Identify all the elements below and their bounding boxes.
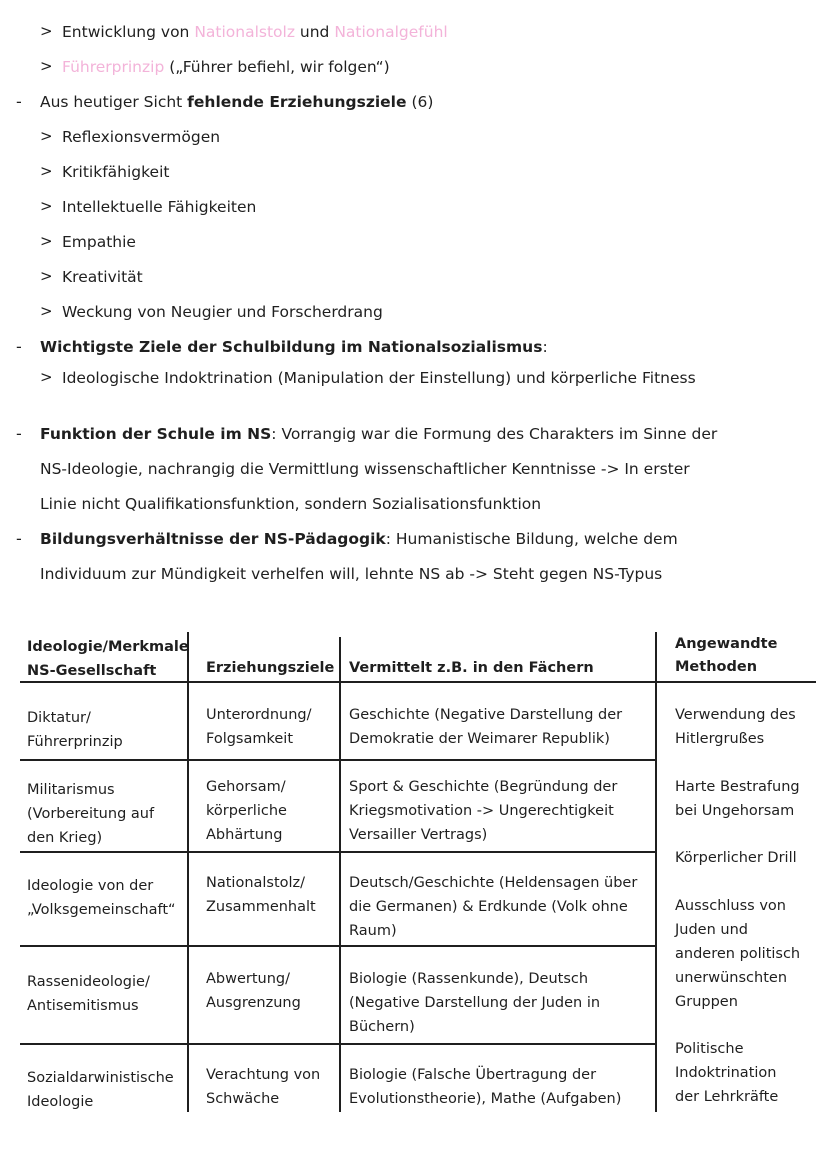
arrow-bullet: > [40, 267, 53, 285]
table-cell: Ideologie [27, 1094, 94, 1110]
header-ns-gesellschaft: NS-Gesellschaft [27, 663, 157, 679]
bullet-fuehrerprinzip: Führerprinzip („Führer befiehl, wir folgen“) [62, 58, 390, 76]
header-methoden: Methoden [675, 659, 758, 675]
table-cell: Demokratie der Weimarer Republik) [349, 731, 610, 747]
method-line: Ausschluss von [675, 898, 786, 914]
dash-bullet: - [16, 92, 22, 111]
table-cell: Nationalstolz/ [206, 875, 306, 891]
table-cell: die Germanen) & Erdkunde (Volk ohne [349, 899, 628, 915]
table-cell: den Krieg) [27, 830, 103, 846]
header-vermittelt: Vermittelt z.B. in den Fächern [349, 660, 594, 676]
method-line: Körperlicher Drill [675, 850, 797, 866]
table-cell: Abhärtung [206, 827, 283, 843]
arrow-bullet: > [40, 302, 53, 320]
table-cell: Sport & Geschichte (Begründung der [349, 779, 618, 795]
table-cell: Biologie (Rassenkunde), Deutsch [349, 971, 589, 987]
paragraph-line: Linie nicht Qualifikationsfunktion, sondern Sozialisationsfunktion [40, 495, 542, 513]
table-row-divider [20, 851, 656, 853]
arrow-bullet: > [40, 127, 53, 145]
arrow-bullet: > [40, 232, 53, 250]
dash-bullet: - [16, 529, 22, 548]
header-ideologie: Ideologie/Merkmale [27, 639, 189, 655]
method-line: bei Ungehorsam [675, 803, 795, 819]
method-line: Indoktrination [675, 1065, 777, 1081]
table-cell: Zusammenhalt [206, 899, 316, 915]
table-cell: Ausgrenzung [206, 995, 301, 1011]
arrow-bullet: > [40, 162, 53, 180]
table-cell: Geschichte (Negative Darstellung der [349, 707, 623, 723]
table-cell: Militarismus [27, 782, 115, 798]
arrow-bullet: > [40, 197, 53, 215]
method-line: Harte Bestrafung [675, 779, 800, 795]
table-cell: körperliche [206, 803, 287, 819]
sub-item: Reflexionsvermögen [62, 128, 221, 146]
sub-item: Empathie [62, 233, 136, 251]
sub-item: Intellektuelle Fähigkeiten [62, 198, 257, 216]
table-cell: Diktatur/ [27, 710, 91, 726]
table-cell: Unterordnung/ [206, 707, 312, 723]
bullet-wichtigste-ziele: Wichtigste Ziele der Schulbildung im Nationalsozialismus: [40, 338, 548, 356]
table-cell: Führerprinzip [27, 734, 123, 750]
table-cell: Abwertung/ [206, 971, 291, 987]
header-angewandte: Angewandte [675, 636, 778, 652]
table-cell: Schwäche [206, 1091, 280, 1107]
method-line: Politische [675, 1041, 744, 1057]
table-row-divider [20, 1043, 656, 1045]
method-line: Verwendung des [675, 707, 796, 723]
paragraph-line: Individuum zur Mündigkeit verhelfen will, lehnte NS ab -> Steht gegen NS-Typus [40, 565, 663, 583]
table-cell: „Volksgemeinschaft“ [27, 902, 176, 918]
table-cell: Verachtung von [206, 1067, 321, 1083]
table-cell: Sozialdarwinistische [27, 1070, 174, 1086]
table-column-divider [187, 632, 189, 1112]
table-cell: Folgsamkeit [206, 731, 294, 747]
table-cell: Raum) [349, 923, 397, 939]
sub-item: Ideologische Indoktrination (Manipulation der Einstellung) und körperliche Fitness [62, 369, 696, 387]
table-cell: Deutsch/Geschichte (Heldensagen über [349, 875, 638, 891]
bullet-nationalstolz: Entwicklung von Nationalstolz und Nationalgefühl [62, 23, 448, 41]
header-erziehungsziele: Erziehungsziele [206, 660, 335, 676]
method-line: Hitlergrußes [675, 731, 765, 747]
table-column-divider [655, 632, 657, 1112]
table-cell: (Negative Darstellung der Juden in [349, 995, 601, 1011]
method-line: anderen politisch [675, 946, 801, 962]
sub-item: Kritikfähigkeit [62, 163, 170, 181]
table-cell: Evolutionstheorie), Mathe (Aufgaben) [349, 1091, 622, 1107]
table-cell: Biologie (Falsche Übertragung der [349, 1067, 597, 1083]
table-cell: Rassenideologie/ [27, 974, 150, 990]
table-row-divider [20, 945, 656, 947]
table-cell: Kriegsmotivation -> Ungerechtigkeit [349, 803, 614, 819]
sub-item: Kreativität [62, 268, 143, 286]
bullet-fehlende-ziele: Aus heutiger Sicht fehlende Erziehungsziele (6) [40, 93, 434, 111]
dash-bullet: - [16, 337, 22, 356]
dash-bullet: - [16, 424, 22, 443]
table-cell: Gehorsam/ [206, 779, 286, 795]
sub-item: Weckung von Neugier und Forscherdrang [62, 303, 383, 321]
table-cell: Ideologie von der [27, 878, 154, 894]
method-line: der Lehrkräfte [675, 1089, 779, 1105]
arrow-bullet: > [40, 368, 53, 386]
table-cell: Versailler Vertrags) [349, 827, 488, 843]
method-line: Gruppen [675, 994, 738, 1010]
table-cell: (Vorbereitung auf [27, 806, 155, 822]
table-column-divider [339, 637, 341, 1112]
paragraph-line: NS-Ideologie, nachrangig die Vermittlung wissenschaftlicher Kenntnisse -> In erster [40, 460, 690, 478]
bullet-bildungsverhaeltnisse: Bildungsverhältnisse der NS-Pädagogik: Humanistische Bildung, welche dem [40, 530, 678, 548]
method-line: Juden und [675, 922, 748, 938]
arrow-bullet: > [40, 57, 53, 75]
arrow-bullet: > [40, 22, 53, 40]
table-cell: Antisemitismus [27, 998, 139, 1014]
method-line: unerwünschten [675, 970, 788, 986]
bullet-funktion-schule: Funktion der Schule im NS: Vorrangig war die Formung des Charakters im Sinne der [40, 425, 718, 443]
table-cell: Büchern) [349, 1019, 415, 1035]
table-row-divider [20, 759, 656, 761]
